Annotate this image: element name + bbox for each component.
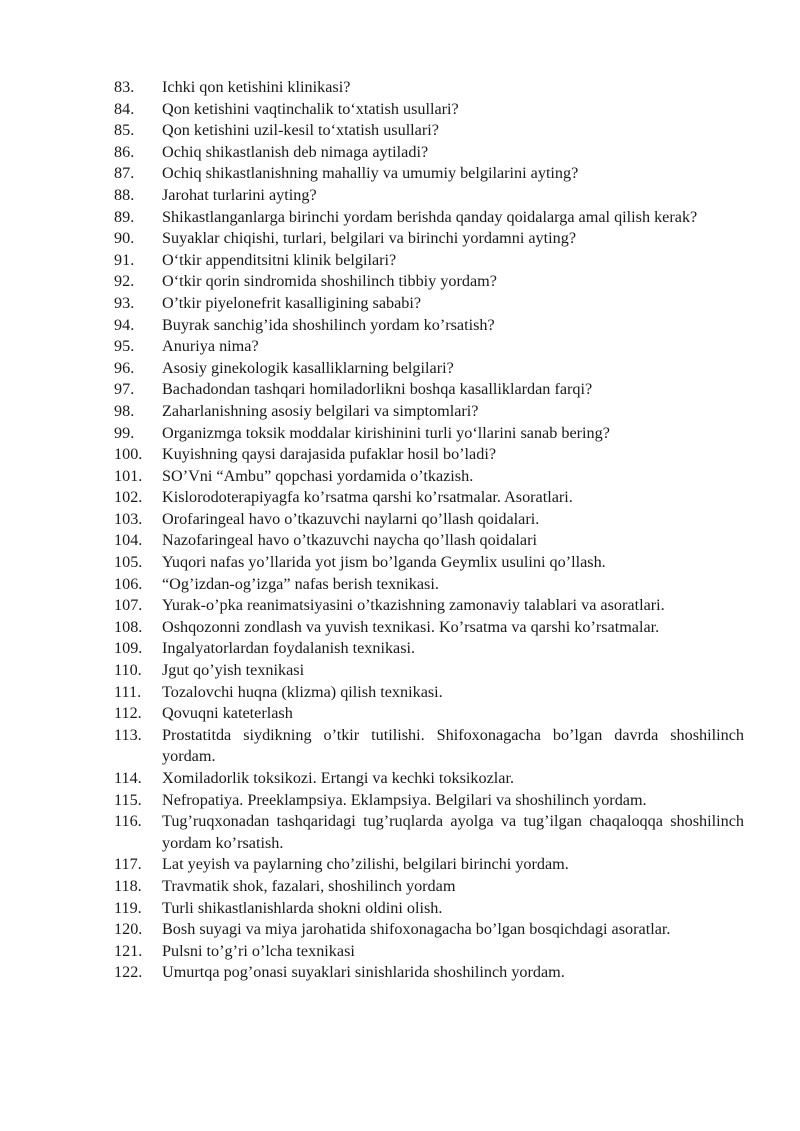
question-item <box>114 595 744 617</box>
question-item <box>114 444 744 466</box>
question-number: 119. <box>114 898 142 917</box>
question-item <box>114 228 744 250</box>
question-item <box>114 401 744 423</box>
question-item <box>114 120 744 142</box>
question-text: Tug’ruqxonadan tashqaridagi tug’ruqlarda ayolga va tug’ilgan chaqaloqqa shoshilinch yordam ko’rsatish. <box>162 812 744 852</box>
question-item <box>114 768 744 790</box>
question-text: Pulsni to’g’ri o’lcha texnikasi <box>162 941 355 960</box>
question-item <box>114 725 744 768</box>
question-item <box>114 941 744 963</box>
question-number: 118. <box>114 876 142 895</box>
question-number: 96. <box>114 358 135 377</box>
question-item <box>114 293 744 315</box>
question-text: SO’Vni “Ambu” qopchasi yordamida o’tkazish. <box>162 466 474 485</box>
question-item <box>114 530 744 552</box>
question-number: 94. <box>114 315 135 334</box>
question-text: Suyaklar chiqishi, turlari, belgilari va birinchi yordamni ayting? <box>162 229 577 248</box>
question-number: 91. <box>114 250 135 269</box>
question-number: 109. <box>114 639 143 658</box>
question-item <box>114 854 744 876</box>
question-text: Ingalyatorlardan foydalanish texnikasi. <box>162 639 416 658</box>
question-text: Yurak-o’pka reanimatsiyasini o’tkazishning zamonaviy talablari va asoratlari. <box>162 596 665 615</box>
question-item <box>114 811 744 854</box>
question-text: Shikastlanganlarga birinchi yordam berishda qanday qoidalarga amal qilish kerak? <box>162 207 698 226</box>
question-number: 92. <box>114 272 135 291</box>
question-item <box>114 898 744 920</box>
question-text: Travmatik shok, fazalari, shoshilinch yordam <box>162 876 456 895</box>
question-item <box>114 423 744 445</box>
question-number: 85. <box>114 121 135 140</box>
question-item <box>114 315 744 337</box>
question-text: Lat yeyish va paylarning cho’zilishi, belgilari birinchi yordam. <box>162 855 569 874</box>
question-item <box>114 250 744 272</box>
question-text: Tozalovchi huqna (klizma) qilish texnikasi. <box>162 682 443 701</box>
question-number: 102. <box>114 488 143 507</box>
question-item <box>114 379 744 401</box>
question-item <box>114 99 744 121</box>
question-number: 117. <box>114 855 142 874</box>
question-number: 113. <box>114 725 142 744</box>
question-number: 83. <box>114 78 135 96</box>
question-item <box>114 487 744 509</box>
question-text: Kislorodoterapiyagfa ko’rsatma qarshi ko’rsatmalar. Asoratlari. <box>162 488 573 507</box>
question-number: 105. <box>114 553 143 572</box>
question-item <box>114 185 744 207</box>
question-text: Orofaringeal havo o’tkazuvchi naylarni qo’llash qoidalari. <box>162 509 540 528</box>
question-number: 107. <box>114 596 143 615</box>
question-item <box>114 617 744 639</box>
question-item <box>114 638 744 660</box>
question-text: Qon ketishini vaqtinchalik to‘xtatish usullari? <box>162 99 459 118</box>
question-number: 95. <box>114 337 135 356</box>
question-text: Qon ketishini uzil-kesil to‘xtatish usullari? <box>162 121 439 140</box>
question-item <box>114 358 744 380</box>
question-number: 100. <box>114 445 143 464</box>
question-text: O‘tkir qorin sindromida shoshilinch tibbiy yordam? <box>162 272 497 291</box>
question-number: 93. <box>114 293 135 312</box>
question-item <box>114 142 744 164</box>
question-number: 106. <box>114 574 143 593</box>
question-item <box>114 962 744 984</box>
question-number: 111. <box>114 682 142 701</box>
question-text: Organizmga toksik moddalar kirishinini turli yo‘llarini sanab bering? <box>162 423 610 442</box>
question-number: 103. <box>114 509 143 528</box>
question-number: 104. <box>114 531 143 550</box>
question-text: Umurtqa pog’onasi suyaklari sinishlarida shoshilinch yordam. <box>162 963 565 982</box>
question-text: Nefropatiya. Preeklampsiya. Eklampsiya. Belgilari va shoshilinch yordam. <box>162 790 647 809</box>
question-item <box>114 682 744 704</box>
question-number: 97. <box>114 380 135 399</box>
question-item <box>114 574 744 596</box>
question-text: Ichki qon ketishini klinikasi? <box>162 78 351 96</box>
question-item <box>114 919 744 941</box>
question-number: 110. <box>114 661 142 680</box>
question-item <box>114 876 744 898</box>
question-text: Kuyishning qaysi darajasida pufaklar hosil bo’ladi? <box>162 445 497 464</box>
question-number: 122. <box>114 963 143 982</box>
question-number: 87. <box>114 164 135 183</box>
question-text: Zaharlanishning asosiy belgilari va simptomlari? <box>162 401 479 420</box>
question-item <box>114 660 744 682</box>
question-number: 121. <box>114 941 143 960</box>
question-text: Anuriya nima? <box>162 337 259 356</box>
question-text: Jgut qo’yish texnikasi <box>162 661 305 680</box>
question-item <box>114 336 744 358</box>
question-text: Xomiladorlik toksikozi. Ertangi va kechki toksikozlar. <box>162 769 515 787</box>
question-text: O‘tkir appenditsitni klinik belgilari? <box>162 250 397 269</box>
question-number: 89. <box>114 207 135 226</box>
question-number: 116. <box>114 812 142 831</box>
question-text: Jarohat turlarini ayting? <box>162 185 317 204</box>
question-item <box>114 509 744 531</box>
question-text: O’tkir piyelonefrit kasalligining sababi? <box>162 293 422 312</box>
question-number: 115. <box>114 790 142 809</box>
question-text: Bachadondan tashqari homiladorlikni boshqa kasalliklardan farqi? <box>162 380 593 399</box>
question-text: Prostatitda siydikning o’tkir tutilishi. Shifoxonagacha bo’lgan davrda shoshilinch yordam. <box>162 725 744 766</box>
question-number: 90. <box>114 229 135 248</box>
question-number: 88. <box>114 185 135 204</box>
question-number: 114. <box>114 769 142 787</box>
question-number: 120. <box>114 920 143 939</box>
question-text: Turli shikastlanishlarda shokni oldini olish. <box>162 898 443 917</box>
question-text: Oshqozonni zondlash va yuvish texnikasi. Ko’rsatma va qarshi ko’rsatmalar. <box>162 617 660 636</box>
question-number: 98. <box>114 401 135 420</box>
question-text: Yuqori nafas yo’llarida yot jism bo’lganda Geymlix usulini qo’llash. <box>162 553 606 572</box>
question-item <box>114 466 744 488</box>
question-text: Ochiq shikastlanishning mahalliy va umumiy belgilarini ayting? <box>162 164 579 183</box>
question-number: 108. <box>114 617 143 636</box>
question-number: 101. <box>114 466 143 485</box>
question-number: 99. <box>114 423 135 442</box>
question-text: Qovuqni kateterlash <box>162 704 293 723</box>
question-text: Nazofaringeal havo o’tkazuvchi naycha qo’llash qoidalari <box>162 531 538 550</box>
question-item <box>114 163 744 185</box>
question-item <box>114 703 744 725</box>
question-number: 86. <box>114 142 135 161</box>
question-number: 112. <box>114 704 142 723</box>
question-text: Ochiq shikastlanish deb nimaga aytiladi? <box>162 142 429 161</box>
question-list <box>114 77 744 984</box>
question-text: Bosh suyagi va miya jarohatida shifoxonagacha bo’lgan bosqichdagi asoratlar. <box>162 920 671 939</box>
question-item <box>114 77 744 99</box>
question-text: Asosiy ginekologik kasalliklarning belgilari? <box>162 358 454 377</box>
question-text: “Og’izdan-og’izga” nafas berish texnikasi. <box>162 574 439 593</box>
question-item <box>114 552 744 574</box>
question-item <box>114 790 744 812</box>
question-text: Buyrak sanchig’ida shoshilinch yordam ko’rsatish? <box>162 315 495 334</box>
question-number: 84. <box>114 99 135 118</box>
question-item <box>114 207 744 229</box>
question-item <box>114 271 744 293</box>
